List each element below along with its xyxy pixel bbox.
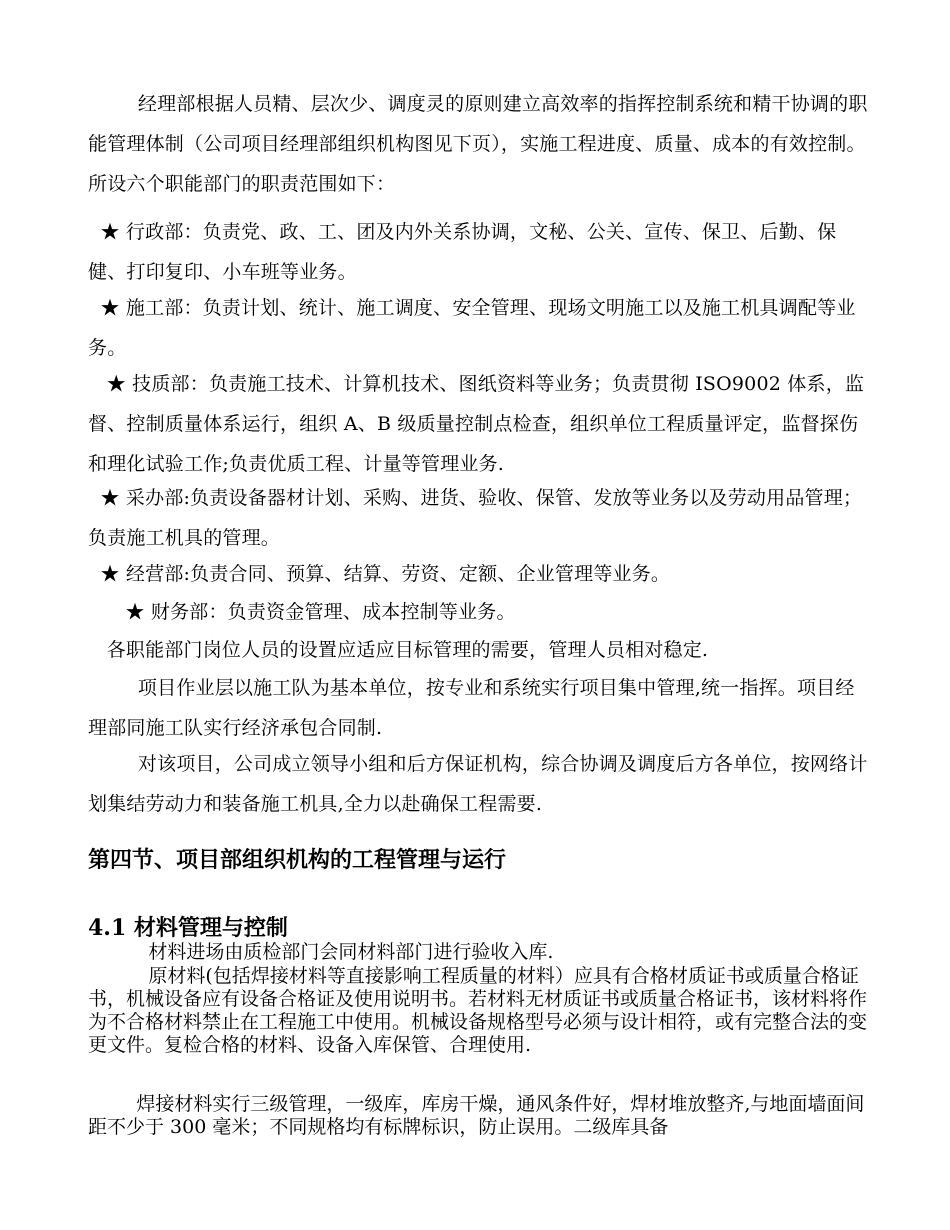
bullet-finance-department: ★ 财务部：负责资金管理、成本控制等业务。 — [88, 601, 516, 623]
section-heading: 第四节、项目部组织机构的工程管理与运行 — [88, 847, 507, 873]
bullet-construction-department: ★ 施工部：负责计划、统计、施工调度、安全管理、现场文明施工以及施工机具调配等业务。 — [88, 297, 856, 359]
materials-paragraph-3: 焊接材料实行三级管理，一级库，库房干燥，通风条件好，焊材堆放整齐,与地面墙面间距不少于 300 毫米；不同规格均有标牌标识，防止误用。二级库具备 — [88, 1093, 865, 1138]
bullet-admin-department: ★ 行政部：负责党、政、工、团及内外关系协调，文秘、公关、宣传、保卫、后勤、保健、打印复印、小车班等业务。 — [88, 221, 837, 283]
work-layer-paragraph: 项目作业层以施工队为基本单位，按专业和系统实行项目集中管理,统一指挥。项目经理部同施工队实行经济承包合同制. — [88, 677, 855, 739]
bullet-business-department: ★ 经营部:负责合同、预算、结算、劳资、定额、企业管理等业务。 — [88, 563, 671, 585]
materials-paragraph-2: 原材料(包括焊接材料等直接影响工程质量的材料）应具有合格材质证书或质量合格证书，机械设备应有设备合格证及使用说明书。若材料无材质证书或质量合格证书，该材料将作为不合格材料禁止在工程施工中使用。机械设备规格型号必须与设计相符，或有完整合法的变更文件。复检合格的材料、设备入库保管、合理使用. — [88, 965, 868, 1056]
subsection-heading: 4.1 材料管理与控制 — [88, 915, 288, 941]
bullet-procurement-department: ★ 采办部:负责设备器材计划、采购、进货、验收、保管、发放等业务以及劳动用品管理；负责施工机具的管理。 — [88, 487, 863, 549]
intro-paragraph: 经理部根据人员精、层次少、调度灵的原则建立高效率的指挥控制系统和精干协调的职能管理体制（公司项目经理部组织机构图见下页），实施工程进度、质量、成本的有效控制。所设六个职能部门的职责范围如下： — [88, 93, 868, 195]
staffing-paragraph: 各职能部门岗位人员的设置应适应目标管理的需要，管理人员相对稳定. — [88, 639, 709, 661]
bullet-technical-quality-department: ★ 技质部：负责施工技术、计算机技术、图纸资料等业务；负责贯彻 ISO9002 体系，监督、控制质量体系运行，组织 A、B 级质量控制点检查，组织单位工程质量评定，监督探伤和理化试验工作;负责优质工程、计量等管理业务. — [88, 373, 865, 475]
support-paragraph: 对该项目，公司成立领导小组和后方保证机构，综合协调及调度后方各单位，按网络计划集结劳动力和装备施工机具,全力以赴确保工程需要. — [88, 753, 868, 815]
materials-paragraph-1: 材料进场由质检部门会同材料部门进行验收入库. — [88, 941, 554, 963]
